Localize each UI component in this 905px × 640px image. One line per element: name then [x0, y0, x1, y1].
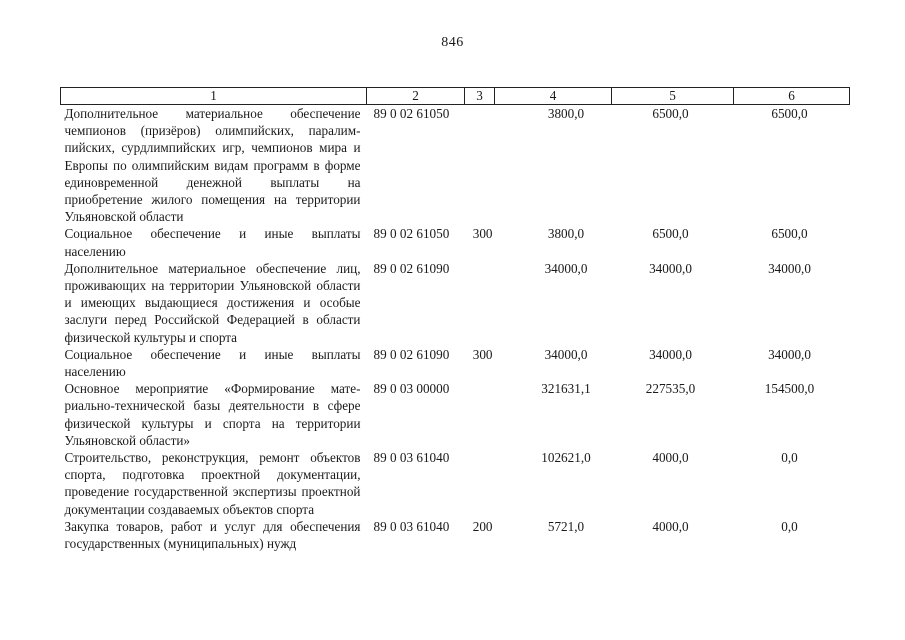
budget-table	[60, 87, 850, 552]
row-code: 89 0 03 61040	[373, 518, 450, 534]
table-row	[61, 346, 850, 380]
column-header-4: 4	[495, 88, 612, 105]
row-kind	[465, 449, 495, 518]
row-value-6: 0,0	[781, 450, 798, 466]
row-kind	[465, 380, 495, 449]
header-row	[61, 88, 850, 105]
row-value-6: 6500,0	[771, 226, 808, 242]
table-row	[61, 260, 850, 346]
row-value-5: 227535,0	[645, 381, 696, 397]
page-number: 846	[441, 35, 464, 50]
table-row	[61, 380, 850, 449]
row-name: Социальное обеспечение и иные выплаты населению	[64, 346, 361, 380]
row-kind: 200	[472, 518, 493, 534]
row-value-5: 34000,0	[649, 260, 692, 276]
row-name: Закупка товаров, работ и услуг для обеспечения государственных (муниципальных) нужд	[64, 518, 361, 552]
row-kind	[465, 260, 495, 346]
row-value-4: 5721,0	[547, 518, 585, 534]
row-name: Основное мероприятие «Формирование материально-технической базы деятельности в сфере физической культуры и спорта на территории Ульяновской области»	[64, 381, 361, 448]
row-value-5: 6500,0	[652, 106, 689, 121]
column-header-2: 2	[367, 88, 465, 105]
row-name: Дополнительное материальное обеспечение лиц, проживающих на территории Ульяновской области и имеющих выдающиеся достижения и особые заслуги перед Российской Федерацией в области физической культуры и спорта	[64, 260, 361, 345]
row-code: 89 0 02 61090	[373, 260, 450, 276]
row-kind: 300	[472, 346, 493, 362]
column-header-1: 1	[61, 88, 367, 105]
row-value-4: 34000,0	[544, 346, 588, 362]
column-header-6: 6	[734, 88, 850, 105]
row-code: 89 0 02 61090	[373, 346, 450, 362]
row-value-4: 102621,0	[541, 450, 591, 466]
table-header	[61, 88, 850, 105]
row-value-6: 0,0	[781, 518, 798, 534]
table-row	[61, 518, 850, 552]
row-value-5: 4000,0	[652, 450, 689, 466]
column-header-3: 3	[465, 88, 495, 105]
row-name: Дополнительное материальное обеспечение чемпионов (призёров) олимпийских, паралимпийских, сурдлимпийских игр, чемпионов мира и Европы по олимпийским видам программ в форме единовременной денежной выплаты на приобретение жилого помещения на территории Ульяновской области	[64, 106, 361, 225]
row-value-6: 34000,0	[768, 346, 811, 362]
row-code: 89 0 03 61040	[373, 450, 450, 466]
row-code: 89 0 03 00000	[373, 381, 450, 397]
row-name: Социальное обеспечение и иные выплаты населению	[64, 226, 361, 259]
row-value-6: 6500,0	[771, 106, 808, 121]
row-value-6: 154500,0	[764, 381, 815, 397]
table-row	[61, 105, 850, 226]
row-kind: 300	[472, 226, 493, 242]
row-kind	[465, 105, 495, 226]
table-row	[61, 449, 850, 518]
row-code: 89 0 02 61050	[373, 226, 450, 242]
row-value-4: 3800,0	[547, 106, 585, 121]
row-value-4: 34000,0	[544, 260, 588, 276]
table-body	[61, 105, 850, 553]
row-code: 89 0 02 61050	[373, 106, 450, 121]
row-value-5: 34000,0	[649, 346, 692, 362]
table-row	[61, 225, 850, 259]
row-value-6: 34000,0	[768, 260, 811, 276]
row-value-4: 321631,1	[541, 381, 591, 397]
row-value-5: 4000,0	[652, 518, 689, 534]
column-header-5: 5	[612, 88, 734, 105]
row-name: Строительство, реконструкция, ремонт объектов спорта, подготовка проектной документации, проведение государственной экспертизы проектной документации создаваемых объектов спорта	[64, 450, 361, 517]
row-value-4: 3800,0	[547, 226, 585, 242]
row-value-5: 6500,0	[652, 226, 689, 242]
